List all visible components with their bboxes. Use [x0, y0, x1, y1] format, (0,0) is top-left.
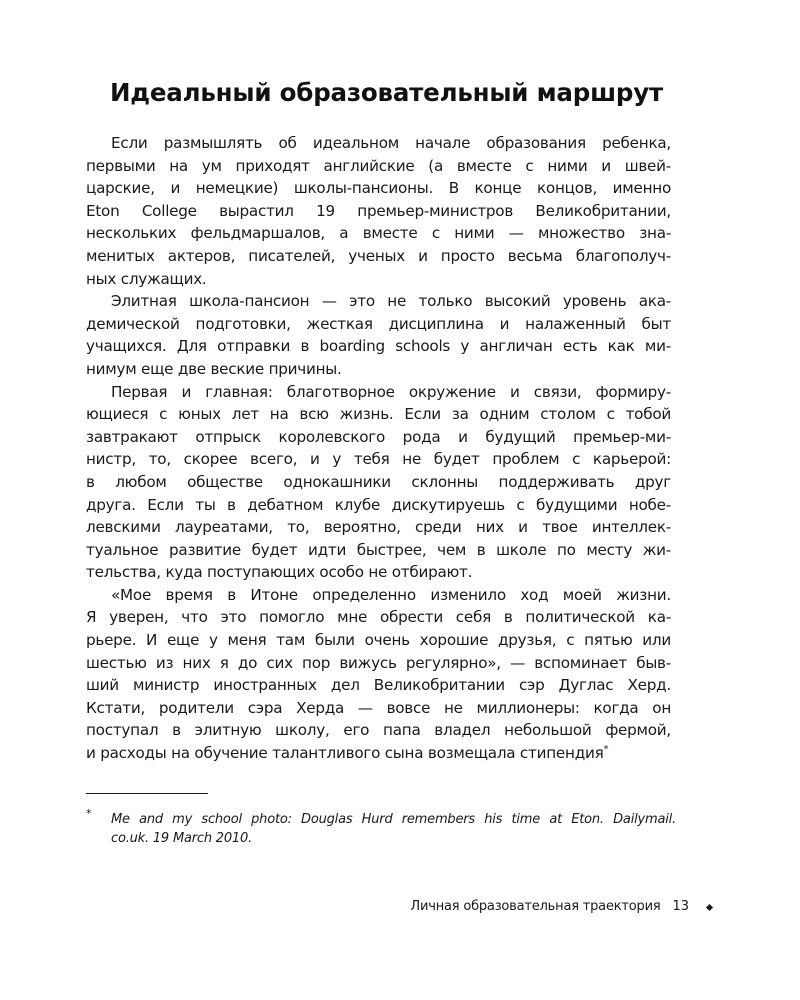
text-line: шестью из них я до сих пор вижусь регулярно», — вспоминает быв-: [86, 653, 671, 672]
footnote-mark: *: [86, 807, 92, 820]
text-line: тельства, куда поступающих особо не отбирают.: [86, 563, 473, 582]
footnote: [86, 807, 676, 848]
text-line: Первая и главная: благотворное окружение и связи, формиру-: [111, 382, 671, 401]
footnote-text: [111, 810, 676, 848]
page-title: Идеальный образовательный маршрут: [110, 78, 664, 107]
text-line: царские, и немецкие) школы-пансионы. В конце концов, именно: [86, 179, 671, 198]
footer-chapter-title: Личная образовательная траектория: [410, 899, 661, 914]
text-line: учащихся. Для отправки в boarding schools у англичан есть как ми-: [86, 337, 671, 356]
text-line: «Мое время в Итоне определенно изменило ход моей жизни.: [111, 585, 671, 604]
footnote-line: co.uk. 19 March 2010.: [111, 831, 253, 846]
paragraph-4: [86, 584, 671, 765]
diamond-icon: [706, 903, 713, 910]
text-line: ных служащих.: [86, 269, 207, 288]
footnote-divider: [86, 793, 208, 794]
page-number: 13: [672, 899, 689, 914]
text-line: друга. Если ты в дебатном клубе дискутируешь с будущими нобе-: [86, 495, 671, 514]
text-line: Кстати, родители сэра Херда — вовсе не миллионеры: когда он: [86, 698, 671, 717]
running-footer: [410, 897, 712, 917]
text-line: в любом обществе однокашники склонны поддерживать друг: [86, 472, 671, 491]
text-line: ший министр иностранных дел Великобритании сэр Дуглас Херд.: [86, 676, 671, 695]
text-line: нистр, то, скорее всего, и у тебя не будет проблем с карьерой:: [86, 450, 671, 469]
text-line: нимум еще две веские причины.: [86, 359, 342, 378]
text-line: рьере. И еще у меня там были очень хорошие друзья, с пятью или: [86, 631, 671, 650]
text-line-with-footnote: [86, 742, 671, 765]
paragraph-3: [86, 381, 671, 584]
text-line: менитых актеров, писателей, ученых и просто весьма благополуч-: [86, 246, 671, 265]
text-line: и расходы на обучение талантливого сына возмещала стипендия: [86, 744, 604, 763]
paragraph-2: [86, 290, 671, 380]
text-line: левскими лауреатами, то, вероятно, среди них и твое интеллек-: [86, 518, 671, 537]
text-line: первыми на ум приходят английские (а вместе с ними и швей-: [86, 156, 671, 175]
text-line: поступал в элитную школу, его папа владел небольшой фермой,: [86, 721, 671, 740]
text-line: Элитная школа-пансион — это не только высокий уровень ака-: [111, 292, 671, 311]
text-line: Если размышлять об идеальном начале образования ребенка,: [111, 134, 671, 152]
text-line: Я уверен, что это помогло мне обрести себя в политической ка-: [86, 608, 671, 627]
text-line: Eton College вырастил 19 премьер-министров Великобритании,: [86, 201, 671, 220]
text-line: демической подготовки, жесткая дисциплина и налаженный быт: [86, 314, 671, 333]
text-line: туальное развитие будет идти быстрее, чем в школе по месту жи-: [86, 540, 671, 559]
paragraph-1: [86, 132, 671, 290]
text-line: завтракают отпрыск королевского рода и будущий премьер-ми-: [86, 427, 671, 446]
text-line: нескольких фельдмаршалов, а вместе с ними — множество зна-: [86, 224, 671, 243]
footnote-reference[interactable]: *: [603, 743, 609, 755]
footnote-line: Me and my school photo: Douglas Hurd remembers his time at Eton. Dailymail.: [111, 812, 676, 827]
body-text: [86, 132, 671, 765]
text-line: ющиеся с юных лет на всю жизнь. Если за одним столом с тобой: [86, 405, 671, 424]
